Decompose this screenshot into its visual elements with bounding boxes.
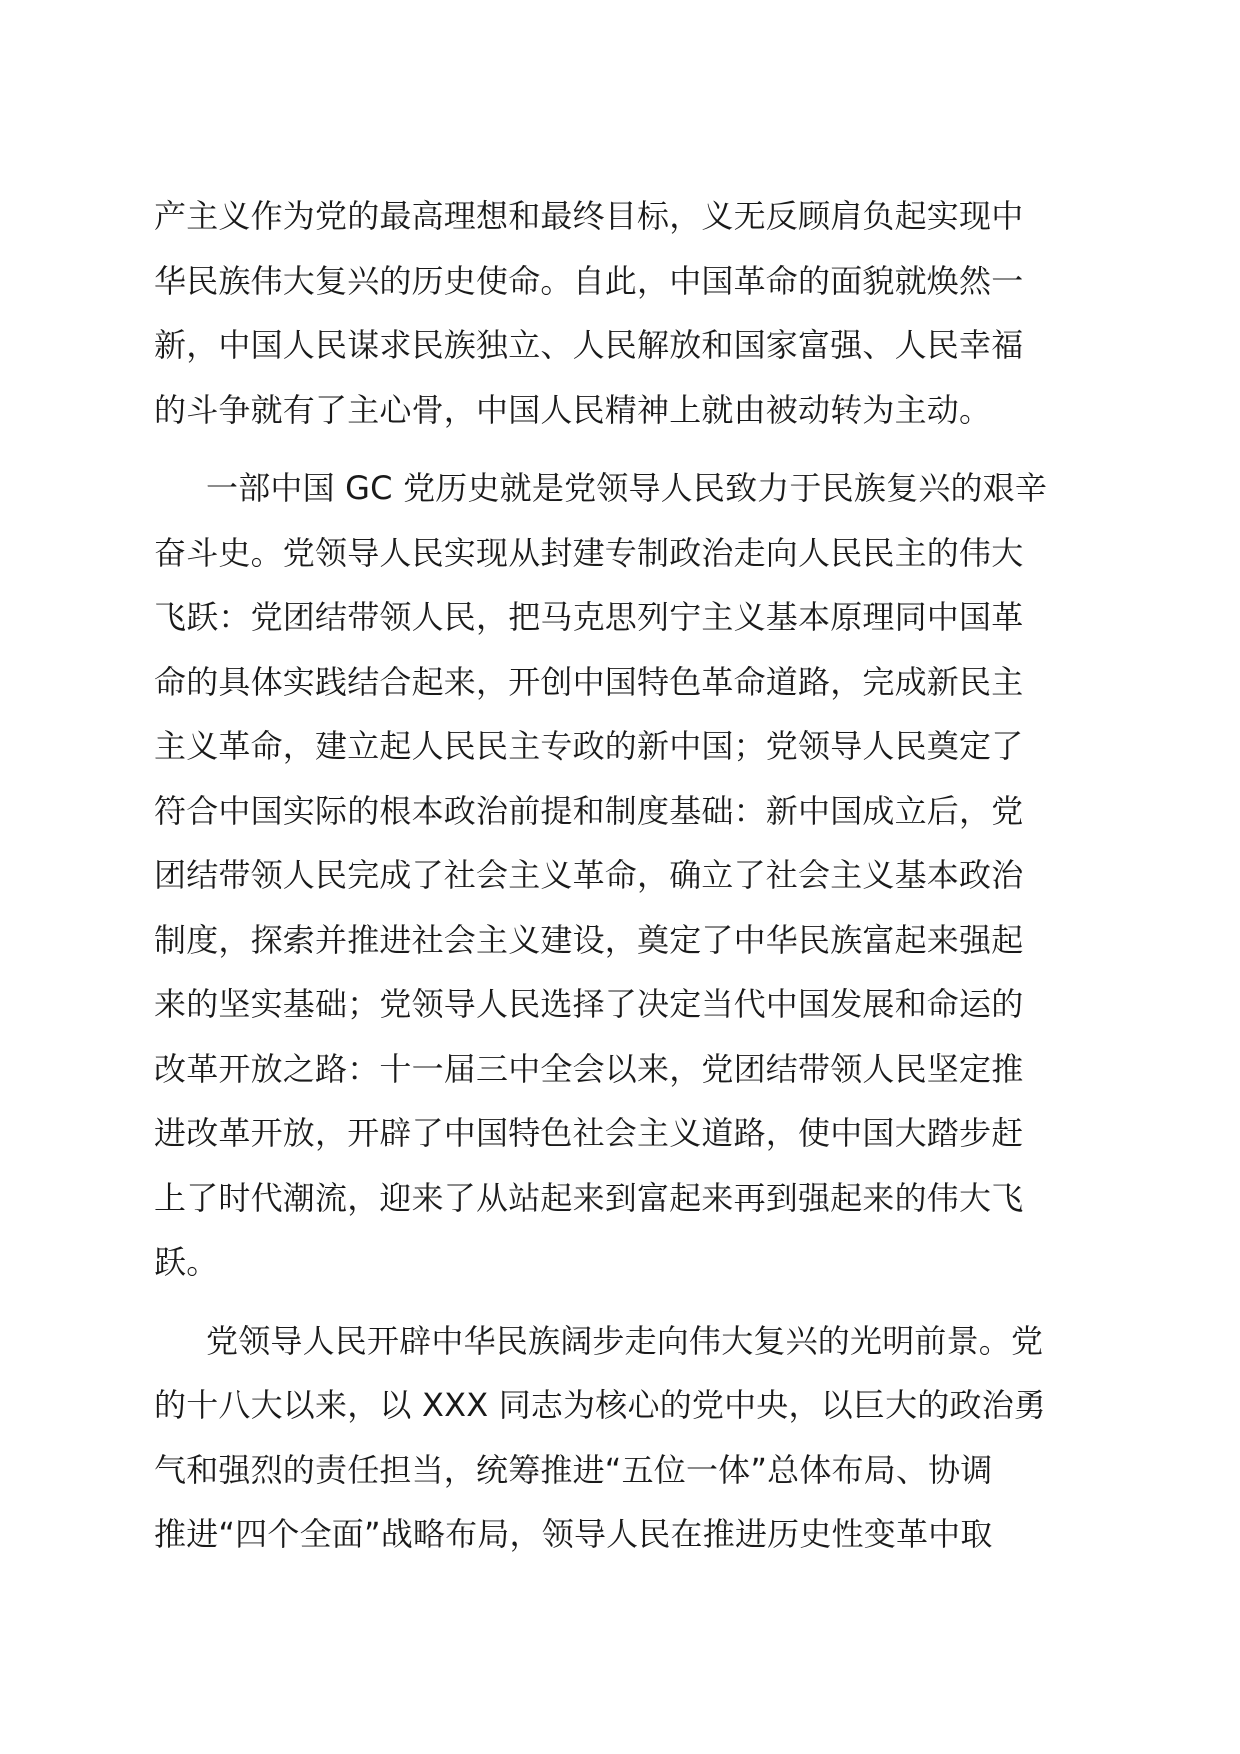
text-line: 主义革命，建立起人民民主专政的新中国；党领导人民奠定了 bbox=[154, 727, 1024, 765]
text-line: 的十八大以来，以 XXX 同志为核心的党中央，以巨大的政治勇 bbox=[154, 1386, 1047, 1424]
text-line-indented: 一部中国 GC 党历史就是党领导人民致力于民族复兴的艰辛 bbox=[206, 469, 1048, 507]
text-line: 推进“四个全面”战略布局，领导人民在推进历史性变革中取 bbox=[154, 1515, 993, 1553]
paragraph-spacer bbox=[154, 1295, 1074, 1309]
text-line: 奋斗史。党领导人民实现从封建专制政治走向人民民主的伟大 bbox=[154, 533, 1024, 572]
text-line: 制度，探索并推进社会主义建设，奠定了中华民族富起来强起 bbox=[154, 920, 1024, 959]
paragraph-1 bbox=[154, 184, 1074, 442]
text-line-indented: 党领导人民开辟中华民族阔步走向伟大复兴的光明前景。党 bbox=[206, 1321, 1044, 1360]
text-line: 命的具体实践结合起来，开创中国特色革命道路，完成新民主 bbox=[154, 662, 1024, 701]
text-line: 飞跃：党团结带领人民，把马克思列宁主义基本原理同中国革 bbox=[154, 598, 1024, 636]
text-line: 华民族伟大复兴的历史使命。自此，中国革命的面貌就焕然一 bbox=[154, 261, 1024, 300]
text-line: 产主义作为党的最高理想和最终目标，义无反顾肩负起实现中 bbox=[154, 197, 1024, 235]
text-line: 进改革开放，开辟了中国特色社会主义道路，使中国大踏步赶 bbox=[154, 1114, 1024, 1152]
text-line: 符合中国实际的根本政治前提和制度基础：新中国成立后，党 bbox=[154, 791, 1024, 830]
body-text bbox=[154, 184, 1074, 1567]
text-line: 上了时代潮流，迎来了从站起来到富起来再到强起来的伟大飞 bbox=[154, 1178, 1024, 1217]
paragraph-3 bbox=[154, 1309, 1074, 1567]
text-line: 跃。 bbox=[154, 1243, 219, 1281]
text-line: 的斗争就有了主心骨，中国人民精神上就由被动转为主动。 bbox=[154, 390, 992, 429]
text-line: 气和强烈的责任担当，统筹推进“五位一体”总体布局、协调 bbox=[154, 1450, 993, 1489]
text-line: 来的坚实基础；党领导人民选择了决定当代中国发展和命运的 bbox=[154, 985, 1024, 1023]
text-line: 改革开放之路：十一届三中全会以来，党团结带领人民坚定推 bbox=[154, 1049, 1024, 1088]
paragraph-2 bbox=[154, 456, 1074, 1295]
text-line: 团结带领人民完成了社会主义革命，确立了社会主义基本政治 bbox=[154, 856, 1024, 894]
paragraph-spacer bbox=[154, 442, 1074, 456]
text-line: 新，中国人民谋求民族独立、人民解放和国家富强、人民幸福 bbox=[154, 326, 1024, 364]
